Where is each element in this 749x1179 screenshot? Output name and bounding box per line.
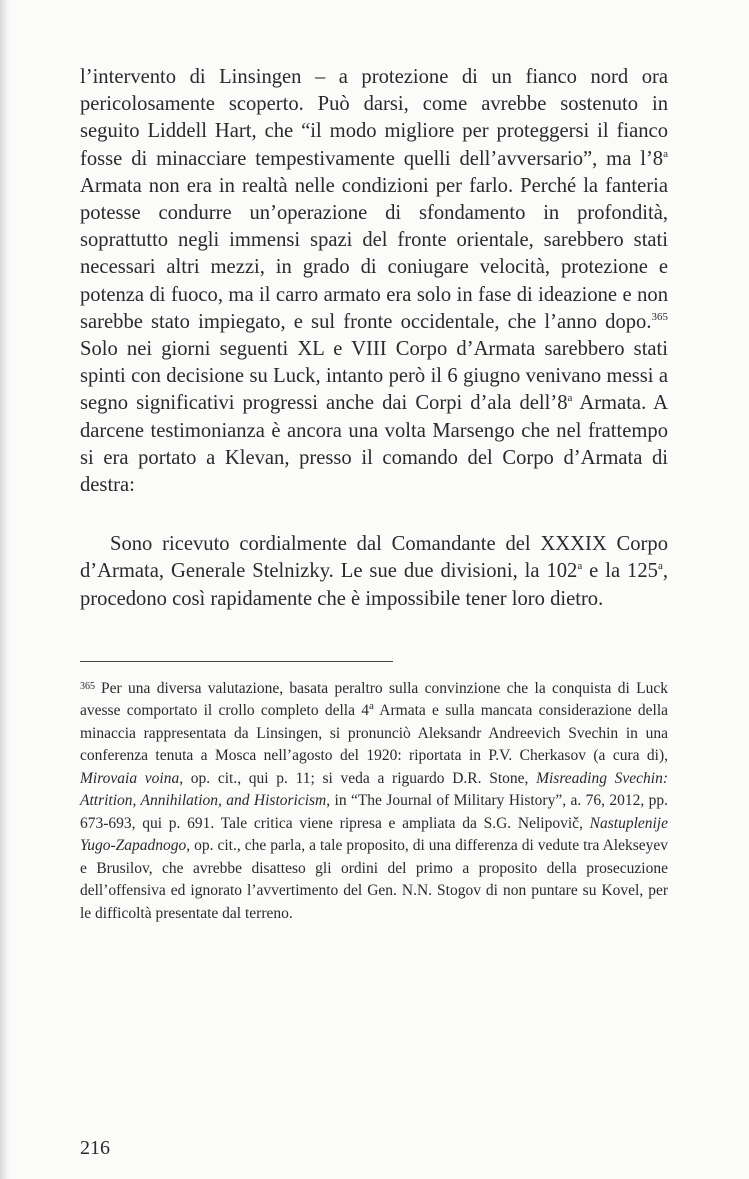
footnote-number: 365 bbox=[80, 680, 95, 692]
italic-title: Nastuplenije Yugo-Zapadnogo bbox=[80, 814, 668, 855]
book-spine-shadow bbox=[0, 0, 10, 1179]
text-run: Armata non era in realtà nelle condizioni per farlo. Perché la fanteria potesse condurre un’operazione di sfondamento in profondità, soprattutto negli immensi spazi del fronte orientale, sarebbero stati necessari altri mezzi, in grado di coniugare velocità, protezione e potenza di fuoco, ma il carro armato era solo in fase di ideazione e non sarebbe stato impiegato, e sul fronte occidentale, che l’anno dopo. bbox=[80, 174, 668, 333]
text-run: l’intervento di Linsingen – a protezione di un fianco nord ora pericolosamente scoperto. Può darsi, come avrebbe sostenuto in seguito Liddell Hart, che “il modo migliore per proteggersi il fianco fosse di minacciare tempestivamente quelli dell’avversario”, ma l’8 bbox=[80, 66, 668, 170]
block-quote bbox=[80, 531, 668, 613]
text-run: Armata e sulla mancata considerazione della minaccia rappresentata da Linsingen, si pronunciò Aleksandr Andreevich Svechin in una conferenza tenuta a Mosca nell’agosto del 1920: riportata in P.V. Cherkasov (a cura di), bbox=[80, 702, 668, 765]
text-run: , in “The Journal of Military History”, a. 76, 2012, pp. 673-693, qui p. 691. Tale critica viene ripresa e ampliata da S.G. Nelipovič, bbox=[80, 792, 668, 832]
text-run: Solo nei giorni seguenti XL e VIII Corpo d’Armata sarebbero stati spinti con decisione su Luck, intanto però il 6 giugno venivano messi a segno significativi progressi anche dai Corpi d’ala dell’8 bbox=[80, 338, 668, 415]
text-run: e la 125 bbox=[582, 560, 658, 583]
text-run: , procedono così rapidamente che è impossibile tener loro dietro. bbox=[80, 560, 668, 610]
body-paragraph bbox=[80, 64, 668, 499]
superscript: a bbox=[577, 560, 583, 573]
text-run: Per una diversa valutazione, basata peraltro sulla convinzione che la conquista di Luck avesse comportato il crollo completo della 4 bbox=[80, 679, 668, 720]
footnote-separator bbox=[80, 661, 393, 662]
text-run: Sono ricevuto cordialmente dal Comandante del XXXIX Corpo d’Armata, Generale Stelnizky. Le sue due divisioni, la 102 bbox=[80, 533, 668, 583]
text-run: , op. cit., qui p. 11; si veda a riguardo D.R. Stone, bbox=[179, 769, 537, 787]
superscript: a bbox=[369, 700, 374, 713]
superscript: a bbox=[663, 147, 668, 160]
superscript: 365 bbox=[651, 310, 668, 323]
italic-title: Mirovaia voina bbox=[80, 769, 180, 787]
text-run: , op. cit., che parla, a tale proposito, di una differenza di vedute tra Alekseyev e Brusilov, che avrebbe disatteso gli ordini del primo a proposito della prosecuzione dell’offensiva ed ignorato l’avvertimento del Gen. N.N. Stogov di non puntare su Kovel, per le difficoltà presentate dal terreno. bbox=[80, 837, 668, 922]
text-run: Armata. A darcene testimonianza è ancora una volta Marsengo che nel frattempo si era portato a Klevan, presso il comando del Corpo d’Armata di destra: bbox=[80, 392, 668, 497]
superscript: a bbox=[567, 392, 573, 405]
superscript: a bbox=[657, 560, 663, 573]
footnote-text bbox=[80, 680, 668, 922]
italic-title: Misreading Svechin: Attrition, Annihilation, and Historicism bbox=[80, 769, 668, 810]
page-number: 216 bbox=[80, 1137, 110, 1159]
footnote-365 bbox=[80, 676, 668, 926]
book-page bbox=[80, 64, 668, 925]
